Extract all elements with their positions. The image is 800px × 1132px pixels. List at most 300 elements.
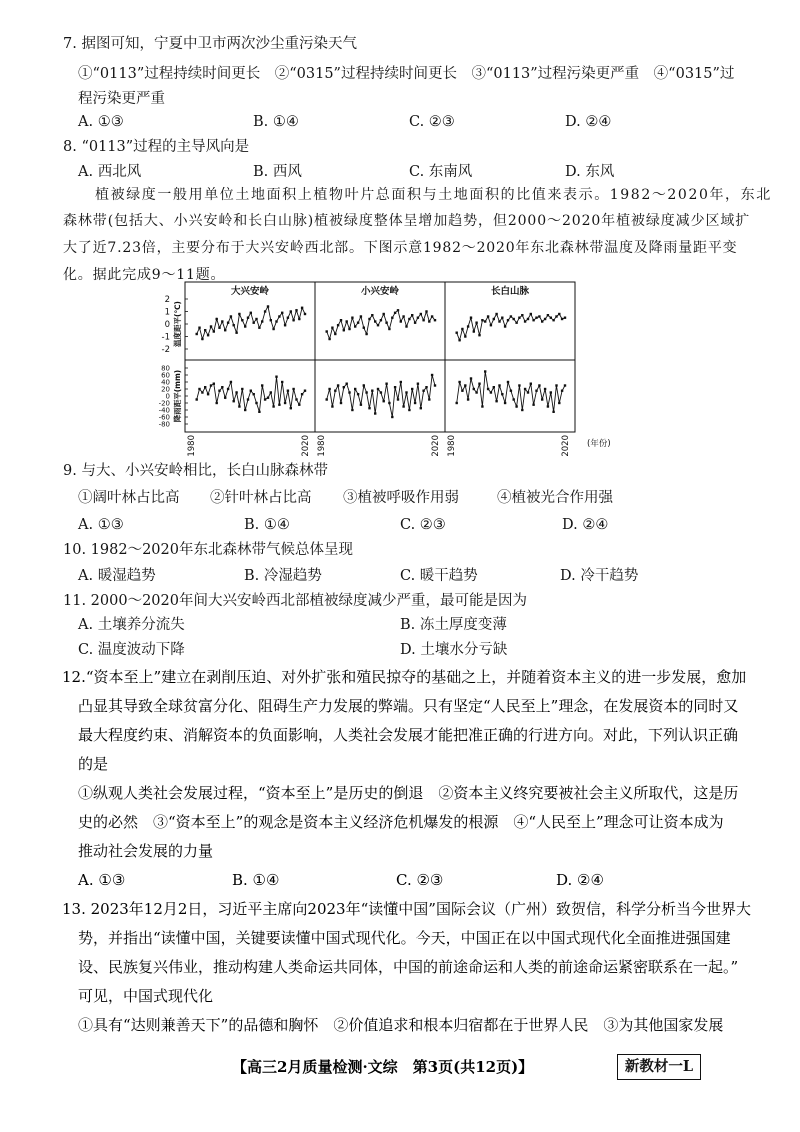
precipitation-data-point — [284, 402, 286, 404]
question-11-choice-a: A. 土壤养分流失 — [78, 617, 185, 633]
precipitation-data-point — [210, 384, 212, 386]
precipitation-data-point — [544, 388, 546, 390]
page-footer-title: 【高三2月质量检测·文综 第3页(共12页)】 — [232, 1058, 534, 1076]
precipitation-data-point — [337, 384, 339, 386]
x-tick-label: 1980 — [447, 435, 457, 457]
question-12-choice-b: B. ①④ — [232, 871, 280, 889]
temperature-data-point — [346, 320, 348, 322]
temperature-data-point — [518, 317, 520, 319]
question-12-statements-line: 推动社会发展的力量 — [78, 842, 214, 860]
temperature-data-point — [224, 329, 226, 331]
temperature-data-point — [481, 319, 483, 321]
question-7-choice-a: A. ①③ — [78, 114, 124, 130]
temperature-data-point — [348, 328, 350, 330]
precipitation-data-point — [201, 391, 203, 393]
precipitation-data-point — [400, 381, 402, 383]
precipitation-data-point — [304, 390, 306, 392]
precipitation-data-point — [417, 383, 419, 385]
precipitation-data-point — [230, 381, 232, 383]
precipitation-data-point — [196, 398, 198, 400]
precipitation-data-point — [383, 400, 385, 402]
temperature-data-point — [255, 318, 257, 320]
precipitation-data-point — [524, 388, 526, 390]
temperature-data-point — [250, 312, 252, 314]
precipitation-data-point — [235, 391, 237, 393]
precipitation-data-point — [363, 384, 365, 386]
panel-title: 长白山脉 — [490, 286, 530, 297]
temperature-data-point — [284, 324, 286, 326]
question-8-choice-c: C. 东南风 — [409, 164, 473, 180]
precipitation-data-point — [397, 398, 399, 400]
temperature-data-point — [521, 314, 523, 316]
precipitation-data-point — [495, 400, 497, 402]
temperature-data-point — [331, 327, 333, 329]
temperature-data-point — [493, 318, 495, 320]
precipitation-data-point — [292, 388, 294, 390]
temperature-data-point — [287, 317, 289, 319]
precipitation-y-tick-label: 40 — [161, 378, 170, 387]
precipitation-data-point — [218, 390, 220, 392]
temperature-data-point — [558, 313, 560, 315]
question-12-choice-d: D. ②④ — [556, 871, 604, 889]
question-7-choice-c: C. ②③ — [409, 114, 455, 130]
temperature-data-point — [334, 333, 336, 335]
precipitation-data-point — [422, 390, 424, 392]
precipitation-data-point — [414, 402, 416, 404]
question-11-choice-c: C. 温度波动下降 — [78, 642, 185, 658]
temperature-data-point — [470, 317, 472, 319]
temperature-data-point — [380, 319, 382, 321]
precipitation-y-tick-label: -60 — [158, 413, 170, 422]
temperature-data-point — [408, 318, 410, 320]
x-tick-label: 1980 — [317, 435, 327, 457]
precipitation-data-point — [204, 386, 206, 388]
precipitation-data-point — [456, 402, 458, 404]
question-10-choice-b: B. 冷湿趋势 — [244, 568, 322, 584]
temperature-data-point — [230, 315, 232, 317]
temperature-y-tick-label: -1 — [161, 332, 170, 343]
precipitation-data-point — [326, 398, 328, 400]
temperature-data-point — [368, 318, 370, 320]
precipitation-data-point — [365, 391, 367, 393]
temperature-data-point — [544, 318, 546, 320]
precipitation-data-point — [532, 404, 534, 406]
temperature-data-point — [298, 318, 300, 320]
temperature-data-point — [198, 327, 200, 329]
temperature-data-point — [411, 314, 413, 316]
temperature-data-point — [498, 320, 500, 322]
temperature-data-point — [431, 315, 433, 317]
temperature-series-line — [457, 314, 565, 340]
question-7-stem: 7. 据图可知，宁夏中卫市两次沙尘重污染天气 — [63, 36, 357, 52]
precipitation-data-point — [216, 402, 218, 404]
temperature-data-point — [388, 328, 390, 330]
temperature-data-point — [394, 312, 396, 314]
precipitation-y-tick-label: -80 — [158, 420, 170, 429]
precipitation-data-point — [241, 388, 243, 390]
temperature-data-point — [363, 327, 365, 329]
temperature-data-point — [207, 334, 209, 336]
panel-title: 小兴安岭 — [360, 286, 400, 297]
passage-line: 大了近7.23倍，主要分布于大兴安岭西北部。下图示意1982～2020年东北森林带温度及降雨量距平变 — [63, 240, 738, 256]
precipitation-data-point — [458, 381, 460, 383]
temperature-data-point — [513, 318, 515, 320]
temperature-data-point — [275, 320, 277, 322]
precipitation-data-point — [467, 398, 469, 400]
temperature-data-point — [337, 324, 339, 326]
temperature-data-point — [561, 318, 563, 320]
temperature-data-point — [564, 317, 566, 319]
precipitation-y-tick-label: 80 — [161, 364, 170, 373]
x-axis-title: (年份) — [587, 439, 611, 449]
precipitation-y-tick-label: 20 — [161, 385, 170, 394]
precipitation-data-point — [255, 402, 257, 404]
question-8-stem: 8. “0113”过程的主导风向是 — [63, 139, 250, 155]
precipitation-data-point — [348, 391, 350, 393]
question-12-choice-a: A. ①③ — [78, 871, 126, 889]
precipitation-data-point — [555, 384, 557, 386]
question-11-choice-d: D. 土壤水分亏缺 — [400, 642, 508, 658]
temperature-data-point — [351, 317, 353, 319]
precipitation-data-point — [247, 398, 249, 400]
precipitation-data-point — [475, 391, 477, 393]
temperature-data-point — [377, 324, 379, 326]
precipitation-data-point — [425, 386, 427, 388]
question-13-stem-line: 可见，中国式现代化 — [78, 987, 214, 1005]
question-11-choice-b: B. 冻土厚度变薄 — [400, 617, 507, 633]
temperature-data-point — [547, 314, 549, 316]
temperature-data-point — [515, 322, 517, 324]
precipitation-data-point — [552, 411, 554, 413]
question-9-choice-d: D. ②④ — [562, 517, 609, 533]
precipitation-data-point — [334, 390, 336, 392]
precipitation-data-point — [295, 398, 297, 400]
temperature-data-point — [213, 330, 215, 332]
precipitation-data-point — [351, 409, 353, 411]
temperature-data-point — [383, 313, 385, 315]
temperature-data-point — [201, 338, 203, 340]
temperature-data-point — [414, 322, 416, 324]
precipitation-data-point — [550, 391, 552, 393]
precipitation-data-point — [278, 404, 280, 406]
temperature-data-point — [360, 315, 362, 317]
precipitation-data-point — [535, 390, 537, 392]
question-13-stem-line: 势，并指出“读懂中国，关键要读懂中国式现代化。今天，中国正在以中国式现代化全面推进强国建 — [78, 929, 731, 947]
precipitation-data-point — [431, 374, 433, 376]
precipitation-data-point — [258, 411, 260, 413]
temperature-data-point — [196, 333, 198, 335]
precipitation-data-point — [340, 402, 342, 404]
question-9-statement-2: ②针叶林占比高 — [210, 490, 312, 506]
question-7-choice-b: B. ①④ — [253, 114, 299, 130]
precipitation-data-point — [385, 383, 387, 385]
temperature-data-point — [501, 317, 503, 319]
precipitation-data-point — [507, 381, 509, 383]
temperature-data-point — [530, 313, 532, 315]
question-10-choice-d: D. 冷干趋势 — [560, 568, 639, 584]
temperature-data-point — [391, 317, 393, 319]
question-11-stem: 11. 2000～2020年间大兴安岭西北部植被绿度减少严重，最可能是因为 — [63, 593, 527, 609]
question-13-stem-line: 设、民族复兴伟业，推动构建人类命运共同体，中国的前途命运和人类的前途命运紧密联系在一起。” — [78, 958, 739, 976]
precipitation-data-point — [261, 384, 263, 386]
temperature-data-point — [490, 324, 492, 326]
precipitation-data-point — [224, 397, 226, 399]
precipitation-data-point — [244, 409, 246, 411]
temperature-data-point — [510, 315, 512, 317]
temperature-data-point — [538, 315, 540, 317]
precipitation-data-point — [538, 384, 540, 386]
panel-title: 大兴安岭 — [230, 286, 270, 297]
temperature-y-tick-label: -2 — [161, 344, 170, 355]
precipitation-data-point — [487, 388, 489, 390]
temperature-data-point — [326, 330, 328, 332]
precipitation-data-point — [357, 393, 359, 395]
question-9-choice-b: B. ①④ — [244, 517, 290, 533]
precipitation-data-point — [207, 393, 209, 395]
temperature-data-point — [473, 330, 475, 332]
precipitation-y-tick-label: 0 — [165, 392, 170, 401]
question-9-choice-a: A. ①③ — [78, 517, 124, 533]
question-9-choice-c: C. ②③ — [400, 517, 446, 533]
question-12-statements-line: ①纵观人类社会发展过程，“资本至上”是历史的倒退 ②资本主义终究要被社会主义所取代，这是历 — [78, 784, 739, 802]
edition-tag: 新教材一L — [617, 1054, 701, 1080]
temperature-data-point — [233, 324, 235, 326]
x-tick-label: 2020 — [431, 435, 441, 457]
precipitation-data-point — [428, 398, 430, 400]
question-13-statements-line: ①具有“达则兼善天下”的品德和胸怀 ②价值追求和根本归宿都在于世界人民 ③为其他国家发展 — [78, 1016, 724, 1034]
temperature-data-point — [210, 325, 212, 327]
precipitation-data-point — [564, 384, 566, 386]
temperature-data-point — [504, 325, 506, 327]
question-12-stem-line: 的是 — [78, 755, 109, 773]
precipitation-data-point — [504, 402, 506, 404]
temperature-data-point — [478, 334, 480, 336]
precipitation-data-point — [405, 391, 407, 393]
temperature-data-point — [278, 315, 280, 317]
precipitation-data-point — [275, 376, 277, 378]
precipitation-data-point — [558, 402, 560, 404]
precipitation-data-point — [481, 405, 483, 407]
precipitation-data-point — [270, 391, 272, 393]
question-9-statement-3: ③植被呼吸作用弱 — [343, 490, 459, 506]
temperature-data-point — [428, 320, 430, 322]
precipitation-data-point — [394, 386, 396, 388]
question-10-choice-c: C. 暖干趋势 — [400, 568, 478, 584]
temperature-series-line — [327, 310, 435, 339]
precipitation-series-line — [327, 375, 435, 417]
temperature-data-point — [354, 325, 356, 327]
precipitation-data-point — [301, 393, 303, 395]
temperature-data-point — [402, 315, 404, 317]
precipitation-data-point — [354, 388, 356, 390]
precipitation-data-point — [541, 398, 543, 400]
temperature-data-point — [258, 327, 260, 329]
precipitation-data-point — [221, 386, 223, 388]
precipitation-data-point — [328, 388, 330, 390]
precipitation-data-point — [281, 381, 283, 383]
temperature-data-point — [532, 319, 534, 321]
temperature-data-point — [456, 332, 458, 334]
question-8-choice-b: B. 西风 — [253, 164, 302, 180]
precipitation-data-point — [267, 397, 269, 399]
precipitation-data-point — [402, 405, 404, 407]
temperature-data-point — [484, 320, 486, 322]
precipitation-data-point — [561, 390, 563, 392]
temperature-data-point — [261, 320, 263, 322]
temperature-data-point — [235, 332, 237, 334]
precipitation-data-point — [411, 388, 413, 390]
precipitation-data-point — [377, 388, 379, 390]
precipitation-data-point — [513, 398, 515, 400]
temperature-data-point — [400, 320, 402, 322]
temperature-series-line — [197, 307, 305, 340]
question-12-choice-c: C. ②③ — [396, 871, 444, 889]
chart-frame — [185, 282, 575, 432]
precipitation-data-point — [253, 393, 255, 395]
precipitation-axis-title: 降雨距平(mm) — [173, 369, 182, 423]
precipitation-data-point — [198, 388, 200, 390]
question-8-choice-a: A. 西北风 — [78, 164, 142, 180]
temperature-precipitation-anomaly-chart — [140, 280, 630, 458]
temperature-data-point — [420, 313, 422, 315]
question-9-stem: 9. 与大、小兴安岭相比，长白山脉森林带 — [63, 463, 328, 479]
precipitation-data-point — [501, 393, 503, 395]
precipitation-data-point — [233, 400, 235, 402]
temperature-data-point — [238, 313, 240, 315]
temperature-data-point — [371, 314, 373, 316]
temperature-data-point — [425, 310, 427, 312]
question-7-statements-line: 程污染更严重 — [78, 91, 165, 107]
precipitation-data-point — [360, 404, 362, 406]
temperature-data-point — [290, 310, 292, 312]
temperature-data-point — [340, 319, 342, 321]
temperature-data-point — [272, 328, 274, 330]
precipitation-data-point — [391, 416, 393, 418]
x-tick-label: 1980 — [187, 435, 197, 457]
precipitation-data-point — [434, 384, 436, 386]
precipitation-data-point — [521, 409, 523, 411]
question-12-stem-line: 最大程度约束、消解资本的负面影响，人类社会发展才能把准正确的行进方向。对此，下列认识正确 — [78, 726, 739, 744]
precipitation-data-point — [493, 386, 495, 388]
question-10-choice-a: A. 暖湿趋势 — [78, 568, 156, 584]
temperature-data-point — [535, 317, 537, 319]
question-8-choice-d: D. 东风 — [565, 164, 615, 180]
precipitation-y-tick-label: -40 — [158, 406, 170, 415]
precipitation-y-tick-label: -20 — [158, 399, 170, 408]
temperature-data-point — [328, 338, 330, 340]
precipitation-data-point — [264, 398, 266, 400]
temperature-data-point — [357, 322, 359, 324]
precipitation-data-point — [461, 390, 463, 392]
precipitation-data-point — [298, 404, 300, 406]
precipitation-data-point — [470, 377, 472, 379]
precipitation-data-point — [527, 391, 529, 393]
temperature-data-point — [267, 305, 269, 307]
temperature-data-point — [475, 322, 477, 324]
precipitation-data-point — [547, 405, 549, 407]
temperature-data-point — [221, 320, 223, 322]
temperature-data-point — [527, 318, 529, 320]
temperature-data-point — [397, 309, 399, 311]
precipitation-data-point — [380, 391, 382, 393]
temperature-data-point — [541, 320, 543, 322]
temperature-data-point — [264, 310, 266, 312]
temperature-data-point — [343, 329, 345, 331]
temperature-data-point — [204, 329, 206, 331]
temperature-data-point — [253, 322, 255, 324]
precipitation-data-point — [420, 407, 422, 409]
precipitation-data-point — [498, 384, 500, 386]
temperature-data-point — [405, 325, 407, 327]
temperature-data-point — [241, 319, 243, 321]
temperature-data-point — [555, 315, 557, 317]
temperature-data-point — [270, 319, 272, 321]
precipitation-data-point — [227, 388, 229, 390]
temperature-data-point — [434, 319, 436, 321]
question-7-statements-line: ①“0113”过程持续时间更长 ②“0315”过程持续时间更长 ③“0113”过程污染更严重 ④“0315”过 — [78, 66, 735, 82]
temperature-data-point — [495, 313, 497, 315]
temperature-data-point — [295, 309, 297, 311]
x-tick-label: 2020 — [561, 435, 571, 457]
precipitation-data-point — [287, 390, 289, 392]
precipitation-data-point — [213, 383, 215, 385]
precipitation-data-point — [515, 405, 517, 407]
temperature-data-point — [385, 322, 387, 324]
precipitation-data-point — [510, 390, 512, 392]
precipitation-data-point — [290, 407, 292, 409]
precipitation-data-point — [388, 402, 390, 404]
precipitation-series-line — [197, 377, 305, 412]
temperature-data-point — [552, 319, 554, 321]
question-12-stem-line: 凸显其导致全球贫富分化、阻碍生产力发展的弊端。只有坚定“人民至上”理念，在发展资本的同时又 — [78, 697, 739, 715]
temperature-data-point — [458, 339, 460, 341]
precipitation-data-point — [343, 386, 345, 388]
precipitation-data-point — [250, 390, 252, 392]
precipitation-data-point — [374, 412, 376, 414]
question-9-statement-4: ④植被光合作用强 — [497, 490, 613, 506]
precipitation-data-point — [490, 391, 492, 393]
temperature-data-point — [292, 319, 294, 321]
precipitation-data-point — [272, 405, 274, 407]
x-tick-label: 2020 — [301, 435, 311, 457]
temperature-y-tick-label: 0 — [164, 319, 170, 330]
question-13-stem-line: 13. 2023年12月2日，习近平主席向2023年“读懂中国”国际会议（广州）致贺信，科学分析当今世界大 — [62, 900, 751, 918]
temperature-data-point — [550, 317, 552, 319]
temperature-data-point — [464, 335, 466, 337]
temperature-y-tick-label: 2 — [164, 294, 170, 305]
precipitation-data-point — [530, 383, 532, 385]
question-10-stem: 10. 1982～2020年东北森林带气候总体呈现 — [63, 542, 353, 558]
temperature-data-point — [301, 307, 303, 309]
temperature-data-point — [227, 322, 229, 324]
precipitation-data-point — [518, 384, 520, 386]
temperature-axis-title: 温度距平(℃) — [173, 301, 182, 347]
temperature-data-point — [467, 325, 469, 327]
precipitation-data-point — [346, 383, 348, 385]
temperature-data-point — [216, 318, 218, 320]
temperature-y-tick-label: 1 — [164, 307, 170, 318]
temperature-data-point — [247, 317, 249, 319]
temperature-data-point — [507, 319, 509, 321]
passage-line: 化。据此完成9～11题。 — [63, 267, 226, 283]
precipitation-data-point — [238, 405, 240, 407]
passage-line: 森林带(包括大、小兴安岭和长白山脉)植被绿度整体呈增加趋势，但2000～2020年植被绿度减少区域扩 — [63, 213, 751, 229]
precipitation-data-point — [331, 405, 333, 407]
question-9-statement-1: ①阔叶林占比高 — [78, 490, 180, 506]
precipitation-data-point — [368, 407, 370, 409]
question-12-stem-line: 12.“资本至上”建立在剥削压迫、对外扩张和殖民掠夺的基础之上，并随着资本主义的进一步发展，愈加 — [62, 668, 747, 686]
temperature-data-point — [304, 313, 306, 315]
